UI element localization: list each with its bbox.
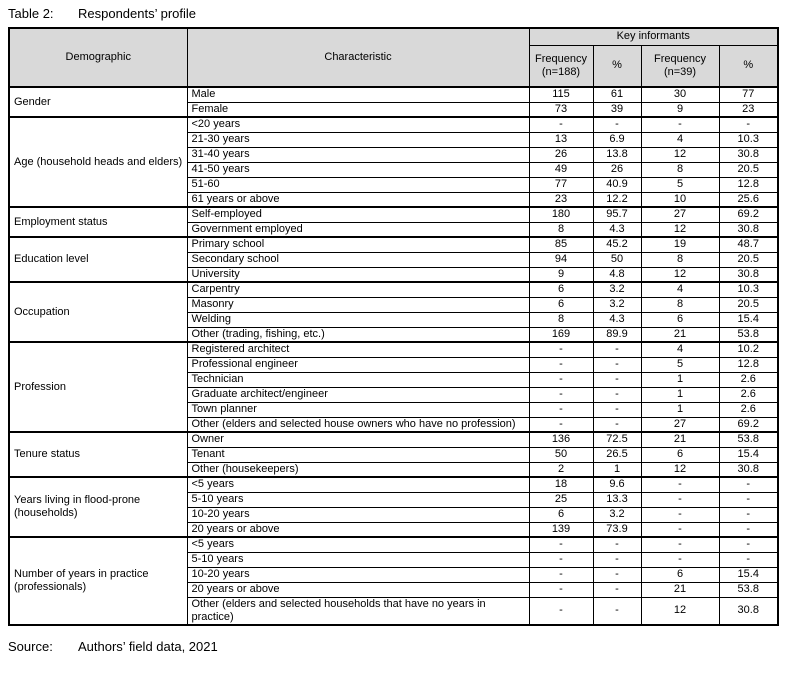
value-cell: 77 <box>719 87 778 102</box>
value-cell: - <box>593 417 641 432</box>
characteristic-cell: Other (trading, fishing, etc.) <box>187 327 529 342</box>
value-cell: 180 <box>529 207 593 222</box>
value-cell: 21 <box>641 432 719 447</box>
value-cell: - <box>529 582 593 597</box>
value-cell: - <box>529 117 593 132</box>
value-cell: - <box>529 537 593 552</box>
header-row-group <box>9 28 778 45</box>
value-cell: 15.4 <box>719 447 778 462</box>
value-cell: - <box>719 117 778 132</box>
demographic-cell: Number of years in practice (professionals) <box>9 537 187 625</box>
table-caption <box>8 6 777 21</box>
characteristic-cell: 10-20 years <box>187 507 529 522</box>
value-cell: 27 <box>641 207 719 222</box>
table-header <box>9 28 778 87</box>
header-percent-2: % <box>719 45 778 87</box>
table-row <box>9 117 778 132</box>
value-cell: 30.8 <box>719 597 778 625</box>
value-cell: 8 <box>641 162 719 177</box>
value-cell: 50 <box>529 447 593 462</box>
value-cell: - <box>529 372 593 387</box>
table-number: Table 2: <box>8 6 54 21</box>
value-cell: - <box>593 567 641 582</box>
value-cell: - <box>529 387 593 402</box>
value-cell: 89.9 <box>593 327 641 342</box>
demographic-cell: Employment status <box>9 207 187 237</box>
value-cell: 13 <box>529 132 593 147</box>
value-cell: 69.2 <box>719 207 778 222</box>
value-cell: 15.4 <box>719 567 778 582</box>
value-cell: 95.7 <box>593 207 641 222</box>
value-cell: 6.9 <box>593 132 641 147</box>
characteristic-cell: 5-10 years <box>187 492 529 507</box>
value-cell: - <box>719 477 778 492</box>
characteristic-cell: <20 years <box>187 117 529 132</box>
table-row <box>9 87 778 102</box>
value-cell: 8 <box>641 297 719 312</box>
value-cell: - <box>529 552 593 567</box>
value-cell: 136 <box>529 432 593 447</box>
respondents-profile-table <box>8 27 779 626</box>
value-cell: 6 <box>529 282 593 297</box>
value-cell: 2 <box>529 462 593 477</box>
value-cell: - <box>529 357 593 372</box>
characteristic-cell: Other (elders and selected house owners who have no profession) <box>187 417 529 432</box>
characteristic-cell: 31-40 years <box>187 147 529 162</box>
value-cell: 23 <box>719 102 778 117</box>
value-cell: 12 <box>641 147 719 162</box>
characteristic-cell: 10-20 years <box>187 567 529 582</box>
header-frequency-n188: Frequency (n=188) <box>529 45 593 87</box>
value-cell: 25.6 <box>719 192 778 207</box>
characteristic-cell: Technician <box>187 372 529 387</box>
source-label: Source: <box>8 638 53 654</box>
value-cell: 53.8 <box>719 327 778 342</box>
characteristic-cell: Self-employed <box>187 207 529 222</box>
characteristic-cell: <5 years <box>187 477 529 492</box>
characteristic-cell: Graduate architect/engineer <box>187 387 529 402</box>
value-cell: 1 <box>641 372 719 387</box>
value-cell: 30.8 <box>719 462 778 477</box>
value-cell: 53.8 <box>719 432 778 447</box>
value-cell: 15.4 <box>719 312 778 327</box>
value-cell: 115 <box>529 87 593 102</box>
header-percent-1: % <box>593 45 641 87</box>
value-cell: 61 <box>593 87 641 102</box>
value-cell: - <box>593 357 641 372</box>
value-cell: 9 <box>641 102 719 117</box>
value-cell: 12.2 <box>593 192 641 207</box>
demographic-cell: Gender <box>9 87 187 117</box>
characteristic-cell: 20 years or above <box>187 522 529 537</box>
value-cell: - <box>529 597 593 625</box>
demographic-cell: Education level <box>9 237 187 282</box>
value-cell: 13.8 <box>593 147 641 162</box>
value-cell: 39 <box>593 102 641 117</box>
value-cell: 3.2 <box>593 507 641 522</box>
value-cell: - <box>641 552 719 567</box>
value-cell: 1 <box>593 462 641 477</box>
value-cell: 21 <box>641 327 719 342</box>
value-cell: - <box>529 567 593 582</box>
characteristic-cell: 20 years or above <box>187 582 529 597</box>
value-cell: 6 <box>641 312 719 327</box>
value-cell: 30.8 <box>719 222 778 237</box>
demographic-cell: Tenure status <box>9 432 187 477</box>
value-cell: 13.3 <box>593 492 641 507</box>
characteristic-cell: 41-50 years <box>187 162 529 177</box>
value-cell: 27 <box>641 417 719 432</box>
value-cell: 10.3 <box>719 282 778 297</box>
value-cell: - <box>529 402 593 417</box>
table-title: Respondents’ profile <box>78 6 197 21</box>
value-cell: 8 <box>641 252 719 267</box>
value-cell: 45.2 <box>593 237 641 252</box>
value-cell: 72.5 <box>593 432 641 447</box>
value-cell: - <box>529 417 593 432</box>
value-cell: - <box>641 477 719 492</box>
value-cell: 6 <box>641 447 719 462</box>
value-cell: 6 <box>529 507 593 522</box>
value-cell: 48.7 <box>719 237 778 252</box>
source-text: Authors’ field data, 2021 <box>78 638 218 654</box>
value-cell: 9 <box>529 267 593 282</box>
value-cell: 12 <box>641 597 719 625</box>
value-cell: 10.2 <box>719 342 778 357</box>
table-row <box>9 237 778 252</box>
value-cell: - <box>529 342 593 357</box>
value-cell: - <box>641 492 719 507</box>
value-cell: 1 <box>641 387 719 402</box>
value-cell: 9.6 <box>593 477 641 492</box>
characteristic-cell: Town planner <box>187 402 529 417</box>
value-cell: 94 <box>529 252 593 267</box>
value-cell: - <box>593 597 641 625</box>
characteristic-cell: Professional engineer <box>187 357 529 372</box>
characteristic-cell: Female <box>187 102 529 117</box>
value-cell: - <box>719 552 778 567</box>
characteristic-cell: Government employed <box>187 222 529 237</box>
value-cell: 4 <box>641 342 719 357</box>
table-row <box>9 537 778 552</box>
table-body <box>9 87 778 625</box>
value-cell: 49 <box>529 162 593 177</box>
value-cell: 10 <box>641 192 719 207</box>
value-cell: - <box>641 522 719 537</box>
value-cell: 53.8 <box>719 582 778 597</box>
value-cell: - <box>593 582 641 597</box>
value-cell: - <box>593 552 641 567</box>
table-row <box>9 282 778 297</box>
value-cell: - <box>593 402 641 417</box>
value-cell: 6 <box>641 567 719 582</box>
characteristic-cell: 21-30 years <box>187 132 529 147</box>
value-cell: 1 <box>641 402 719 417</box>
demographic-cell: Profession <box>9 342 187 432</box>
value-cell: 26 <box>593 162 641 177</box>
value-cell: 20.5 <box>719 162 778 177</box>
value-cell: 73 <box>529 102 593 117</box>
value-cell: 30.8 <box>719 267 778 282</box>
value-cell: - <box>719 537 778 552</box>
demographic-cell: Years living in flood-prone (households) <box>9 477 187 537</box>
characteristic-cell: 51-60 <box>187 177 529 192</box>
value-cell: 4.8 <box>593 267 641 282</box>
value-cell: 5 <box>641 357 719 372</box>
value-cell: 10.3 <box>719 132 778 147</box>
value-cell: 139 <box>529 522 593 537</box>
characteristic-cell: <5 years <box>187 537 529 552</box>
value-cell: 77 <box>529 177 593 192</box>
characteristic-cell: Masonry <box>187 297 529 312</box>
characteristic-cell: Registered architect <box>187 342 529 357</box>
characteristic-cell: Other (elders and selected households that have no years in practice) <box>187 597 529 625</box>
value-cell: 85 <box>529 237 593 252</box>
characteristic-cell: Secondary school <box>187 252 529 267</box>
characteristic-cell: 61 years or above <box>187 192 529 207</box>
value-cell: 12 <box>641 267 719 282</box>
value-cell: 4 <box>641 132 719 147</box>
table-row <box>9 342 778 357</box>
value-cell: 5 <box>641 177 719 192</box>
header-frequency-n39: Frequency (n=39) <box>641 45 719 87</box>
value-cell: 21 <box>641 582 719 597</box>
value-cell: - <box>641 507 719 522</box>
value-cell: 30 <box>641 87 719 102</box>
header-characteristic: Characteristic <box>187 28 529 87</box>
characteristic-cell: Tenant <box>187 447 529 462</box>
value-cell: 12 <box>641 462 719 477</box>
value-cell: 169 <box>529 327 593 342</box>
value-cell: - <box>719 522 778 537</box>
table-row <box>9 207 778 222</box>
characteristic-cell: University <box>187 267 529 282</box>
value-cell: - <box>719 492 778 507</box>
characteristic-cell: Carpentry <box>187 282 529 297</box>
value-cell: 20.5 <box>719 297 778 312</box>
value-cell: 8 <box>529 312 593 327</box>
demographic-cell: Occupation <box>9 282 187 342</box>
value-cell: 12.8 <box>719 357 778 372</box>
characteristic-cell: 5-10 years <box>187 552 529 567</box>
value-cell: 26.5 <box>593 447 641 462</box>
characteristic-cell: Owner <box>187 432 529 447</box>
value-cell: 19 <box>641 237 719 252</box>
value-cell: 12.8 <box>719 177 778 192</box>
characteristic-cell: Male <box>187 87 529 102</box>
table-row <box>9 477 778 492</box>
value-cell: 4.3 <box>593 222 641 237</box>
demographic-cell: Age (household heads and elders) <box>9 117 187 207</box>
value-cell: - <box>593 372 641 387</box>
characteristic-cell: Primary school <box>187 237 529 252</box>
value-cell: 30.8 <box>719 147 778 162</box>
characteristic-cell: Welding <box>187 312 529 327</box>
value-cell: - <box>593 342 641 357</box>
value-cell: - <box>641 537 719 552</box>
characteristic-cell: Other (housekeepers) <box>187 462 529 477</box>
value-cell: - <box>719 507 778 522</box>
value-cell: 23 <box>529 192 593 207</box>
value-cell: 4.3 <box>593 312 641 327</box>
value-cell: 3.2 <box>593 282 641 297</box>
value-cell: 25 <box>529 492 593 507</box>
value-cell: 18 <box>529 477 593 492</box>
value-cell: - <box>641 117 719 132</box>
header-demographic: Demographic <box>9 28 187 87</box>
value-cell: 73.9 <box>593 522 641 537</box>
value-cell: - <box>593 537 641 552</box>
table-row <box>9 432 778 447</box>
value-cell: 2.6 <box>719 372 778 387</box>
value-cell: 26 <box>529 147 593 162</box>
value-cell: 69.2 <box>719 417 778 432</box>
value-cell: 40.9 <box>593 177 641 192</box>
value-cell: 6 <box>529 297 593 312</box>
value-cell: 12 <box>641 222 719 237</box>
header-key-informants: Key informants <box>529 28 778 45</box>
value-cell: 2.6 <box>719 402 778 417</box>
source-note <box>8 639 777 654</box>
value-cell: 8 <box>529 222 593 237</box>
value-cell: 4 <box>641 282 719 297</box>
value-cell: 50 <box>593 252 641 267</box>
value-cell: 20.5 <box>719 252 778 267</box>
value-cell: - <box>593 387 641 402</box>
value-cell: - <box>593 117 641 132</box>
value-cell: 3.2 <box>593 297 641 312</box>
value-cell: 2.6 <box>719 387 778 402</box>
